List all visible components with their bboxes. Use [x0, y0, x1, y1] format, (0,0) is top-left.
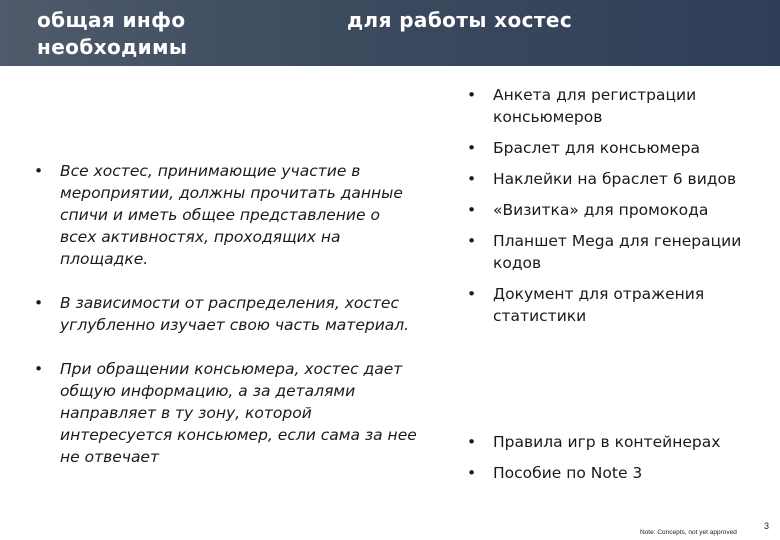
bullet-icon: • — [467, 201, 477, 219]
bullet-icon: • — [467, 464, 477, 482]
list-item-text: При обращении консьюмера, хостес дает общую информацию, а за деталями направляет в ту зону, которой интересуется консьюмер, если сама за нее не отвечает — [60, 360, 417, 466]
list-item-text: В зависимости от распределения, хостес углубленно изучает свою часть материал. — [60, 294, 410, 334]
list-item — [34, 160, 420, 270]
list-item — [467, 230, 763, 274]
footer-note: Note: Concepts, not yet approved — [640, 529, 737, 536]
list-item-text: Все хостес, принимающие участие в мероприятии, должны прочитать данные спичи и иметь общее представление о всех активностях, проходящих на площадке. — [60, 162, 403, 268]
list-item — [467, 283, 763, 327]
list-item — [467, 462, 763, 484]
bullet-icon: • — [467, 232, 477, 250]
bullet-icon: • — [467, 285, 477, 303]
bullet-icon: • — [34, 294, 44, 312]
bullet-icon: • — [34, 162, 44, 180]
bullet-icon: • — [467, 170, 477, 188]
list-item-text: Анкета для регистрации консьюмеров — [493, 86, 697, 126]
list-item-text: Документ для отражения статистики — [493, 285, 705, 325]
bullet-icon: • — [467, 139, 477, 157]
list-item-text: Пособие по Note 3 — [493, 464, 643, 482]
list-item — [34, 292, 420, 336]
left-bullet-list — [34, 160, 420, 490]
bullet-icon: • — [34, 360, 44, 378]
title-bar — [0, 0, 780, 66]
bullet-icon: • — [467, 86, 477, 104]
list-item — [467, 431, 763, 453]
list-item-text: Наклейки на браслет 6 видов — [493, 170, 737, 188]
list-item — [467, 137, 763, 159]
title-line-2: необходимы — [37, 35, 188, 59]
list-item — [467, 168, 763, 190]
list-item-text: Планшет Mega для генерации кодов — [493, 232, 742, 272]
list-item-text: Браслет для консьюмера — [493, 139, 701, 157]
list-item — [34, 358, 420, 468]
bullet-icon: • — [467, 433, 477, 451]
list-item — [467, 199, 763, 221]
title-right: для работы хостес — [347, 8, 573, 32]
list-item-text: «Визитка» для промокода — [493, 201, 709, 219]
right-bullet-list-top — [467, 84, 763, 336]
right-bullet-list-bottom — [467, 431, 763, 493]
title-line-1: общая инфо — [37, 8, 186, 32]
list-item — [467, 84, 763, 128]
page-number: 3 — [764, 521, 770, 531]
list-item-text: Правила игр в контейнерах — [493, 433, 721, 451]
